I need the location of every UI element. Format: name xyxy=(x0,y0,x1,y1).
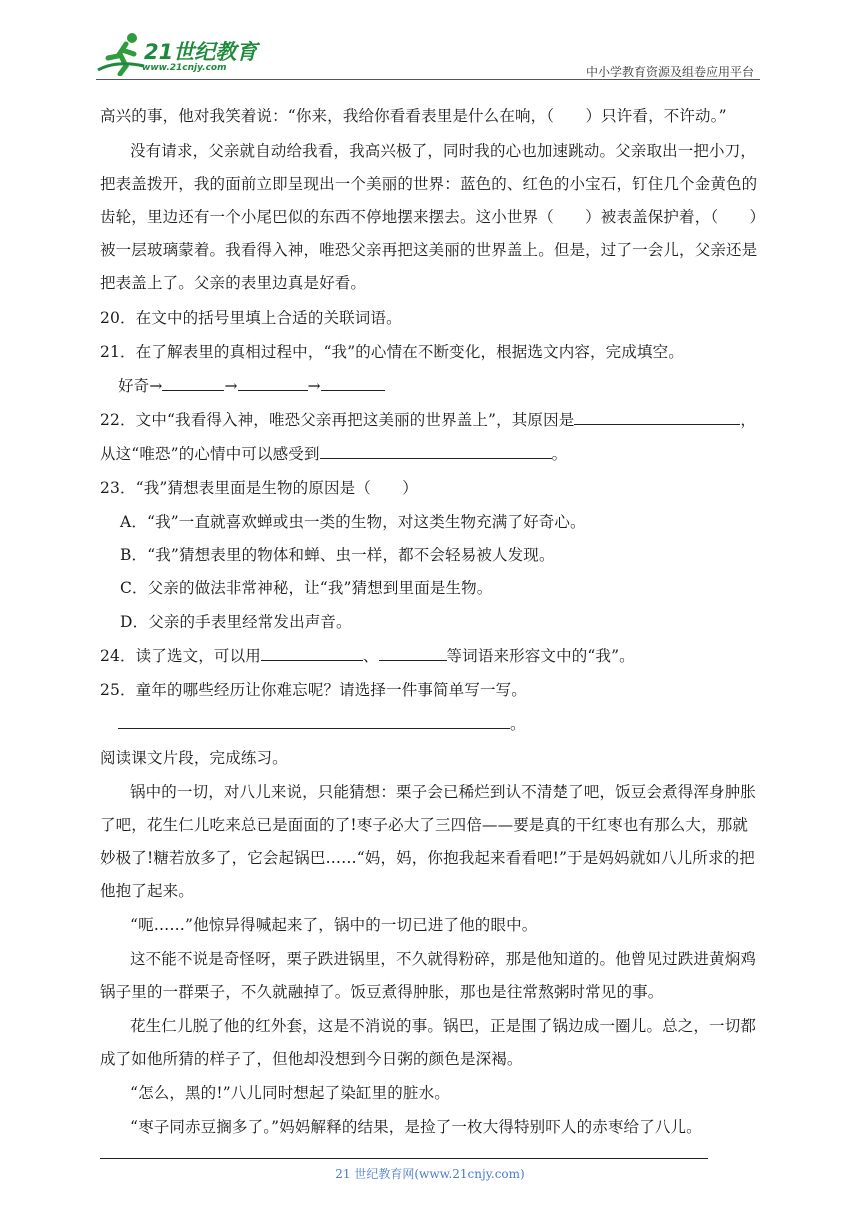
question-22-line-2 xyxy=(100,444,567,464)
answer-blank[interactable] xyxy=(321,376,385,391)
text-line: 他抱了起来。 xyxy=(100,882,194,900)
q21-start-word: 好奇 xyxy=(118,377,150,395)
question-22-text: 从这“唯恐”的心情中可以感受到 xyxy=(100,445,320,463)
arrow-icon: → xyxy=(224,377,238,395)
text-line: 把表盖上了。父亲的表里边真是好看。 xyxy=(100,274,367,292)
text-line: “枣子同赤豆搁多了。”妈妈解释的结果，是捡了一枚大得特别吓人的赤枣给了八儿。 xyxy=(130,1118,702,1136)
question-21: 21．在了解表里的真相过程中，“我”的心情在不断变化，根据选文内容，完成填空。 xyxy=(100,343,684,361)
answer-blank[interactable] xyxy=(320,444,552,459)
answer-blank[interactable] xyxy=(118,714,510,729)
section-instruction: 阅读课文片段，完成练习。 xyxy=(100,749,288,767)
option-a[interactable]: A．“我”一直就喜欢蝉或虫一类的生物，对这类生物充满了好奇心。 xyxy=(120,513,586,531)
answer-blank[interactable] xyxy=(238,376,308,391)
arrow-icon: → xyxy=(307,377,321,395)
question-24 xyxy=(100,646,635,666)
logo-text: 21世纪教育 xyxy=(144,40,258,64)
text-line: 花生仁儿脱了他的红外套，这是不消说的事。锅巴，正是围了锅边成一圈儿。总之，一切都 xyxy=(130,1017,757,1035)
header-divider xyxy=(96,79,760,80)
option-b[interactable]: B．“我”猜想表里的物体和蝉、虫一样，都不会轻易被人发现。 xyxy=(120,546,555,564)
question-24-text: 24．读了选文，可以用 xyxy=(100,647,261,665)
question-23: 23．“我”猜想表里面是生物的原因是（ ） xyxy=(100,479,418,497)
page-header xyxy=(96,30,760,82)
text-line: 锅子里的一群栗子，不久就融掉了。饭豆煮得肿胀，那也是往常熬粥时常见的事。 xyxy=(100,983,664,1001)
text-line: 把表盖拨开，我的面前立即呈现出一个美丽的世界：蓝色的、红色的小宝石，钉住几个金黄色的 xyxy=(100,175,758,193)
footer-divider xyxy=(100,1158,708,1159)
text-line: “呃……”他惊异得喊起来了，锅中的一切已进了他的眼中。 xyxy=(130,916,538,934)
answer-blank[interactable] xyxy=(379,646,447,661)
question-25: 25．童年的哪些经历让你难忘呢？请选择一件事简单写一写。 xyxy=(100,681,527,699)
option-c[interactable]: C．父亲的做法非常神秘，让“我”猜想到里面是生物。 xyxy=(120,579,493,597)
punctuation: ， xyxy=(740,411,757,429)
question-24-text-end: 等词语来形容文中的“我”。 xyxy=(446,647,635,665)
answer-blank[interactable] xyxy=(574,410,740,425)
logo-url: www.21cnjy.com xyxy=(142,63,227,73)
answer-blank[interactable] xyxy=(261,646,363,661)
site-logo xyxy=(96,30,296,78)
arrow-icon: → xyxy=(149,377,163,395)
page-footer[interactable]: 21 世纪教育网(www.21cnjy.com) xyxy=(335,1167,525,1181)
text-line: 高兴的事，他对我笑着说：“你来，我给你看看表里是什么在响，（ ）只许看，不许动。” xyxy=(100,107,727,125)
question-22 xyxy=(100,410,756,430)
question-21-answer-row xyxy=(118,376,385,396)
text-line: 被一层玻璃蒙着。我看得入神，唯恐父亲再把这美丽的世界盖上。但是，过了一会儿，父亲还是 xyxy=(100,241,758,259)
text-line: 了吧，花生仁儿吃来总已是面面的了!枣子必大了三四倍——要是真的干红枣也有那么大，那就 xyxy=(100,816,749,834)
text-line: 这不能不说是奇怪呀，栗子跌进锅里，不久就得粉碎，那是他知道的。他曾见过跌进黄焖鸡 xyxy=(130,950,757,968)
option-d[interactable]: D．父亲的手表里经常发出声音。 xyxy=(120,613,352,631)
text-line: 没有请求，父亲就自动给我看，我高兴极了，同时我的心也加速跳动。父亲取出一把小刀， xyxy=(130,142,757,160)
question-25-answer-row xyxy=(118,714,526,734)
punctuation: 、 xyxy=(362,647,379,665)
runner-logo-icon xyxy=(96,30,146,76)
punctuation: 。 xyxy=(551,445,568,463)
platform-label: 中小学教育资源及组卷应用平台 xyxy=(585,65,754,79)
text-line: 齿轮，里边还有一个小尾巴似的东西不停地摆来摆去。这小世界（ ）被表盖保护着，（ ） xyxy=(100,208,766,226)
answer-blank[interactable] xyxy=(162,376,224,391)
text-line: 成了如他所猜的样子了，但他却没想到今日粥的颜色是深褐。 xyxy=(100,1050,523,1068)
text-line: “怎么，黑的!”八儿同时想起了染缸里的脏水。 xyxy=(130,1084,450,1102)
punctuation: 。 xyxy=(510,715,526,733)
text-line: 妙极了!糖若放多了，它会起锅巴……“妈，妈，你抱我起来看看吧!”于是妈妈就如八儿所求的把 xyxy=(100,849,755,867)
question-22-text: 22．文中“我看得入神，唯恐父亲再把这美丽的世界盖上”，其原因是 xyxy=(100,411,575,429)
text-line: 锅中的一切，对八儿来说，只能猜想：栗子会已稀烂到认不清楚了吧，饭豆会煮得浑身肿胀 xyxy=(130,783,757,801)
question-20: 20．在文中的括号里填上合适的关联词语。 xyxy=(100,309,402,327)
